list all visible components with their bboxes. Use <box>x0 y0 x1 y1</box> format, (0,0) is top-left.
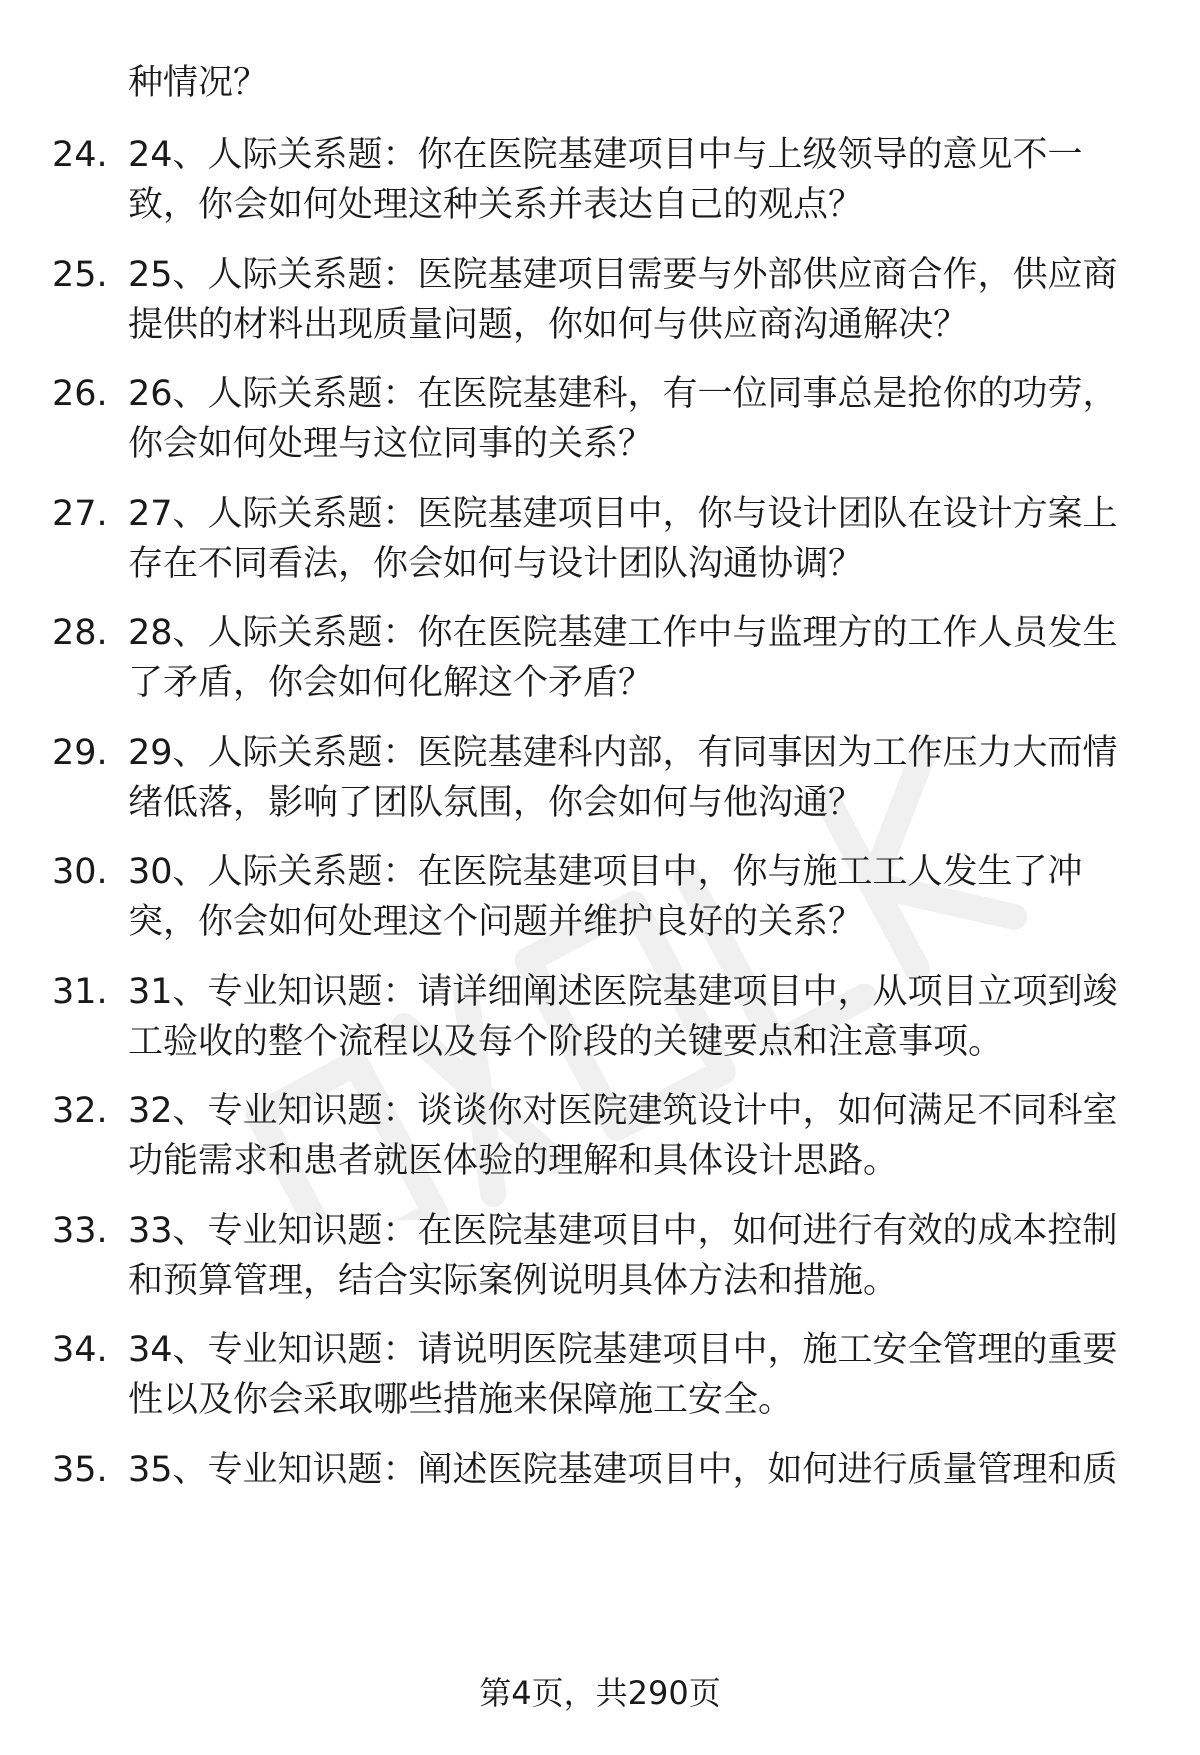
list-item-number: 24. <box>52 135 108 175</box>
list-item-number: 25. <box>52 254 108 295</box>
list-item-number: 28. <box>52 613 108 653</box>
list-item-text: 30、人际关系题：在医院基建项目中，你与施工工人发生了冲 <box>128 852 1083 892</box>
list-item-text: 25、人际关系题：医院基建项目需要与外部供应商合作，供应商 <box>128 254 1118 295</box>
list-item-number: 35. <box>52 1449 108 1490</box>
list-item-text: 存在不同看法，你会如何与设计团队沟通协调？ <box>128 543 864 584</box>
list-item-number: 34. <box>52 1330 108 1370</box>
list-item-text: 绪低落，影响了团队氛围，你会如何与他沟通？ <box>128 782 864 823</box>
list-item-text: 提供的材料出现质量问题，你如何与供应商沟通解决？ <box>128 304 969 345</box>
page-footer: 第4页，共290页 <box>479 1674 721 1712</box>
list-item-text: 26、人际关系题：在医院基建科，有一位同事总是抢你的功劳， <box>128 374 1118 414</box>
list-item-number: 30. <box>52 852 108 892</box>
list-item-number: 27. <box>52 493 108 534</box>
list-item-text: 35、专业知识题：阐述医院基建项目中，如何进行质量管理和质 <box>128 1449 1118 1490</box>
list-item-text: 功能需求和患者就医体验的理解和具体设计思路。 <box>128 1141 899 1181</box>
list-item-text: 致，你会如何处理这种关系并表达自己的观点？ <box>128 185 864 225</box>
list-item-text: 性以及你会采取哪些措施来保障施工安全。 <box>128 1380 794 1420</box>
list-item-text: 和预算管理，结合实际案例说明具体方法和措施。 <box>128 1260 899 1301</box>
list-item-text: 了矛盾，你会如何化解这个矛盾？ <box>128 663 654 703</box>
list-item-text: 29、人际关系题：医院基建科内部，有同事因为工作压力大而情 <box>128 732 1118 773</box>
list-item-number: 31. <box>52 971 108 1012</box>
list-item-text: 24、人际关系题：你在医院基建项目中与上级领导的意见不一 <box>128 135 1083 175</box>
list-item-number: 32. <box>52 1091 108 1131</box>
list-item-text: 突，你会如何处理这个问题并维护良好的关系？ <box>128 902 864 942</box>
list-item-text: 28、人际关系题：你在医院基建工作中与监理方的工作人员发生 <box>128 613 1118 653</box>
list-item-text: 33、专业知识题：在医院基建项目中，如何进行有效的成本控制 <box>128 1210 1118 1251</box>
list-item-text: 31、专业知识题：请详细阐述医院基建项目中，从项目立项到竣 <box>128 971 1118 1012</box>
list-item-number: 26. <box>52 374 108 414</box>
list-item-number: 29. <box>52 732 108 773</box>
list-item-text: 工验收的整个流程以及每个阶段的关键要点和注意事项。 <box>128 1021 1004 1062</box>
list-item-text: 34、专业知识题：请说明医院基建项目中，施工安全管理的重要 <box>128 1330 1118 1370</box>
list-item-text: 你会如何处理与这位同事的关系？ <box>128 424 654 464</box>
list-item-text: 32、专业知识题：谈谈你对医院建筑设计中，如何满足不同科室 <box>128 1091 1118 1131</box>
list-item-number: 33. <box>52 1210 108 1251</box>
list-item-text: 27、人际关系题：医院基建项目中，你与设计团队在设计方案上 <box>128 493 1118 534</box>
continuation-text: 种情况？ <box>128 63 269 103</box>
